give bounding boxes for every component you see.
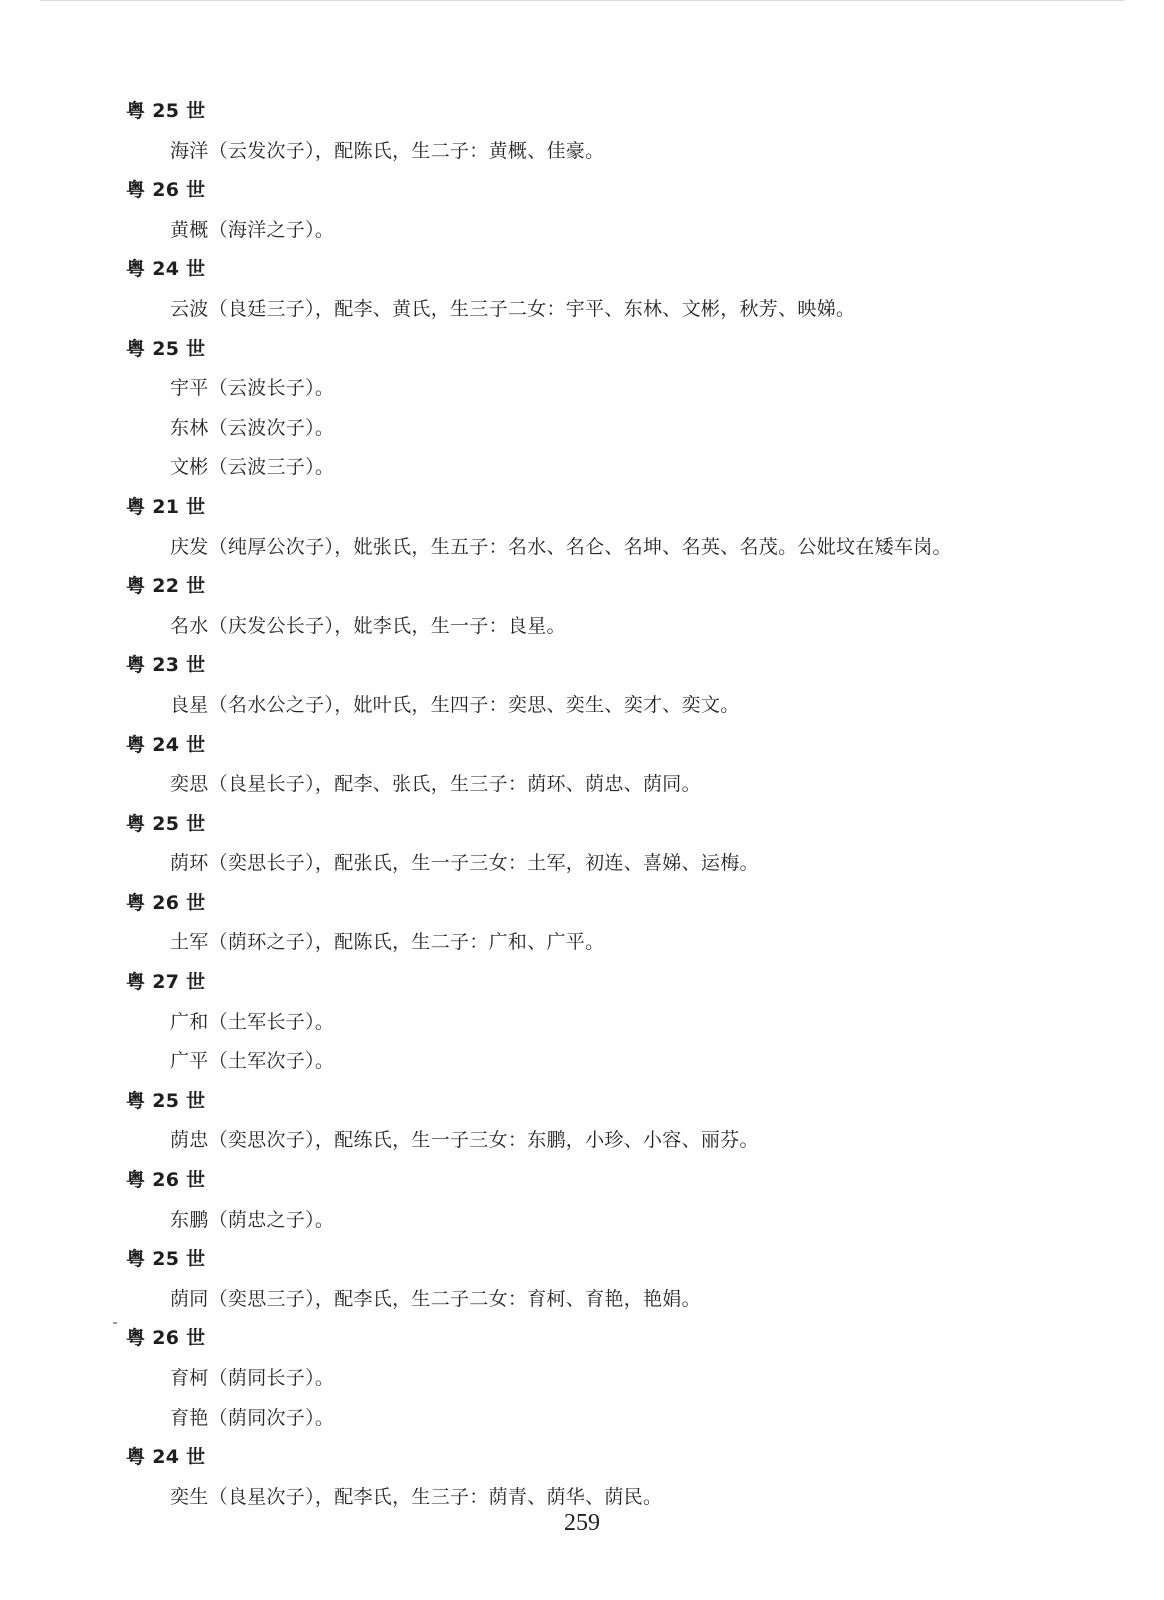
generation-heading: 粤 26 世	[126, 891, 206, 914]
generation-heading: 粤 24 世	[126, 258, 206, 281]
genealogy-entry: 名水（庆发公长子），妣李氏，生一子：良星。	[170, 614, 566, 637]
generation-heading: 粤 25 世	[126, 337, 206, 360]
generation-heading: 粤 25 世	[126, 1089, 206, 1112]
genealogy-entry: 东林（云波次子）。	[170, 416, 335, 439]
genealogy-entry: 荫同（奕思三子），配李氏，生二子二女：育柯、育艳，艳娟。	[170, 1287, 701, 1310]
genealogy-entry: 海洋（云发次子），配陈氏，生二子：黄概、佳豪。	[170, 139, 605, 162]
genealogy-entry: 奕生（良星次子），配李氏，生三子：荫青、荫华、荫民。	[170, 1485, 663, 1508]
generation-heading: 粤 25 世	[126, 812, 206, 835]
scan-mark	[113, 1322, 117, 1324]
generation-heading: 粤 26 世	[126, 1169, 206, 1192]
genealogy-entry: 黄概（海洋之子）。	[170, 218, 335, 241]
genealogy-entry: 东鹏（荫忠之子）。	[170, 1208, 335, 1231]
genealogy-entry: 育柯（荫同长子）。	[170, 1367, 335, 1389]
generation-heading: 粤 25 世	[126, 100, 206, 122]
generation-heading: 粤 25 世	[126, 1248, 206, 1271]
genealogy-entry: 荫环（奕思长子），配张氏，生一子三女：土军，初连、喜娣、运梅。	[170, 852, 759, 875]
genealogy-entry: 荫忠（奕思次子），配练氏，生一子三女：东鹏，小珍、小容、丽芬。	[170, 1129, 759, 1152]
top-rule	[40, 0, 1124, 1]
genealogy-entry: 云波（良廷三子），配李、黄氏，生三子二女：宇平、东林、文彬，秋芳、映娣。	[170, 297, 856, 320]
page-number: 259	[564, 1510, 600, 1536]
generation-heading: 粤 22 世	[126, 575, 206, 598]
genealogy-entry: 宇平（云波长子）。	[170, 377, 335, 400]
generation-heading: 粤 27 世	[126, 971, 206, 994]
generation-heading: 粤 24 世	[126, 733, 206, 756]
generation-heading: 粤 26 世	[126, 179, 206, 202]
genealogy-entry: 广平（土军次子）。	[170, 1050, 335, 1073]
genealogy-entry: 良星（名水公之子），妣叶氏，生四子：奕思、奕生、奕才、奕文。	[170, 693, 740, 716]
genealogy-entry: 庆发（纯厚公次子），妣张氏，生五子：名水、名仑、名坤、名英、名茂。公妣坟在矮车岗。	[170, 535, 952, 558]
genealogy-entry: 广和（土军长子）。	[170, 1010, 335, 1033]
generation-heading: 粤 26 世	[126, 1327, 206, 1350]
generation-heading: 粤 24 世	[126, 1446, 206, 1469]
genealogy-entry: 育艳（荫同次子）。	[170, 1406, 335, 1429]
genealogy-entry: 奕思（良星长子），配李、张氏，生三子：荫环、荫忠、荫同。	[170, 773, 701, 796]
generation-heading: 粤 21 世	[126, 495, 206, 518]
generation-heading: 粤 23 世	[126, 654, 206, 677]
genealogy-entry: 文彬（云波三子）。	[170, 456, 335, 479]
genealogy-text	[0, 92, 1164, 1517]
genealogy-entry: 土军（荫环之子），配陈氏，生二子：广和、广平。	[170, 931, 605, 954]
